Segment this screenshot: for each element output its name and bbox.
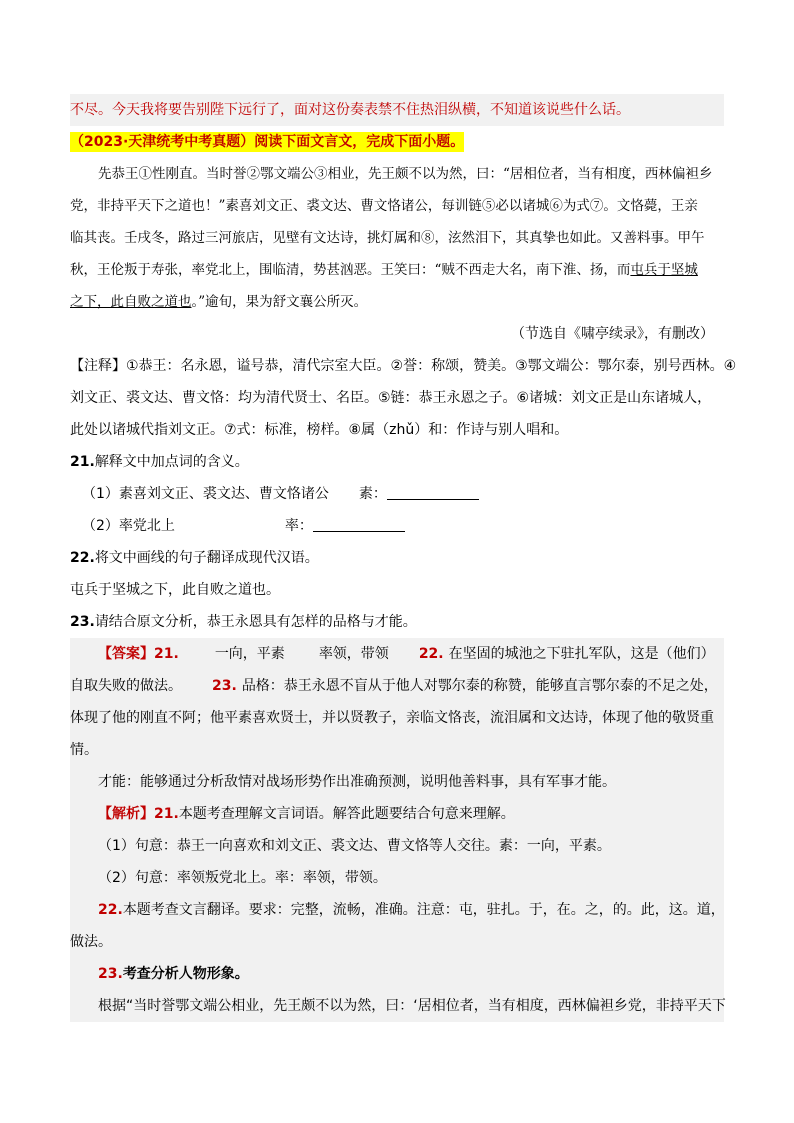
passage-line-4: 秋，王伦叛于寿张，率党北上，围临清，势甚汹恶。王笑曰：“贼不西走大名，南下淮、扬，而屯兵于坚城 [70,262,698,278]
analysis-22-cont: 做法。 [70,934,112,950]
underlined-sentence-part-2: 之下，此自败之道也 [70,294,192,310]
analysis-21-2: （2）句意：率领叛党北上。率：率领，带领。 [98,870,387,886]
document-page [70,94,737,1022]
question-21-item-2: （2）率党北上 率： [70,510,724,542]
analysis-22: 22.本题考查文言翻译。要求：完整，流畅，准确。注意：屯，驻扎。于，在。之，的。此，这。道， [98,902,725,918]
previous-answer-tail: 不尽。今天我将要告别陛下远行了，面对这份奏表禁不住热泪纵横，不知道该说些什么话。 [70,94,724,126]
question-header [70,126,724,158]
answer-line-3: 体现了他的刚直不阿；他平素喜欢贤士，并以贤教子，亲临文恪丧，流泪属和文达诗，体现了他的敬贤重 [70,710,714,726]
analysis-21-1: （1）句意：恭王一向喜欢和刘文正、裘文达、曹文恪等人交往。素：一向，平素。 [98,838,611,854]
answer-blank-1[interactable] [387,485,479,500]
question-21-item-1: （1）素喜刘文正、裘文达、曹文恪诸公 素： [70,478,724,510]
underlined-sentence-part-1: 屯兵于坚城 [630,262,698,278]
source-note: （节选自《啸亭续录》，有删改） [511,326,714,342]
answer-line-1: 【答案】21. 一向，平素 率领，带领 22. 在坚固的城池之下驻扎军队，这是（他们） [98,646,715,662]
passage-line-3: 临其丧。壬戌冬，路过三河旅店，见壁有文达诗，挑灯属和⑧，泫然泪下，其真挚也如此。又善料事。甲午 [70,230,705,246]
answer-tag: 【答案】21. [98,646,179,662]
analysis-line-1: 【解析】21.本题考查理解文言词语。解答此题要结合句意来理解。 [98,806,515,822]
passage-line-5: 之下，此自败之道也。”逾旬，果为舒文襄公所灭。 [70,294,368,310]
question-23: 23.请结合原文分析，恭王永恩具有怎样的品格与才能。 [70,614,417,630]
notes-line-1: 【注释】①恭王：名永恩，谥号恭，清代宗室大臣。②誉：称颂，赞美。③鄂文端公：鄂尔泰，别号西林。④ [70,358,737,374]
analysis-tag: 【解析】21. [98,806,179,822]
question-21: 21.解释文中加点词的含义。 [70,454,249,470]
analysis-23: 23.考查分析人物形象。 [98,966,249,982]
answer-line-2: 自取失败的做法。 23. 品格：恭王永恩不盲从于他人对鄂尔泰的称赞，能够直言鄂尔泰的不足之处， [70,678,718,694]
analysis-23-text: 根据“当时誉鄂文端公相业，先王颇不以为然，曰：‘居相位者，当有相度，西林偏袒乡党，非持平天下 [98,998,726,1014]
answer-line-4: 情。 [70,742,98,758]
source-tag: （2023·天津统考中考真题）阅读下面文言文，完成下面小题。 [70,134,465,150]
passage-line-1: 先恭王①性刚直。当时誉②鄂文端公③相业，先王颇不以为然，曰：“居相位者，当有相度，西林偏袒乡 [98,166,713,182]
notes-line-2: 刘文正、裘文达、曹文恪：均为清代贤士、名臣。⑤链：恭王永恩之子。⑥诸城：刘文正是山东诸城人， [70,390,712,406]
question-22-sentence: 屯兵于坚城之下，此自败之道也。 [70,582,280,598]
answer-blank-2[interactable] [313,517,405,532]
notes-line-3: 此处以诸城代指刘文正。⑦式：标准，榜样。⑧属（zhǔ）和：作诗与别人唱和。 [70,422,569,438]
question-22: 22.将文中画线的句子翻译成现代汉语。 [70,550,319,566]
answer-ability: 才能：能够通过分析敌情对战场形势作出准确预测，说明他善料事，具有军事才能。 [98,774,616,790]
answer-analysis-block [70,638,724,1022]
passage-line-2: 党，非持平天下之道也！”素喜刘文正、裘文达、曹文恪诸公，每训链⑤必以诸城⑥为式⑦。文恪薨，王亲 [70,198,698,214]
